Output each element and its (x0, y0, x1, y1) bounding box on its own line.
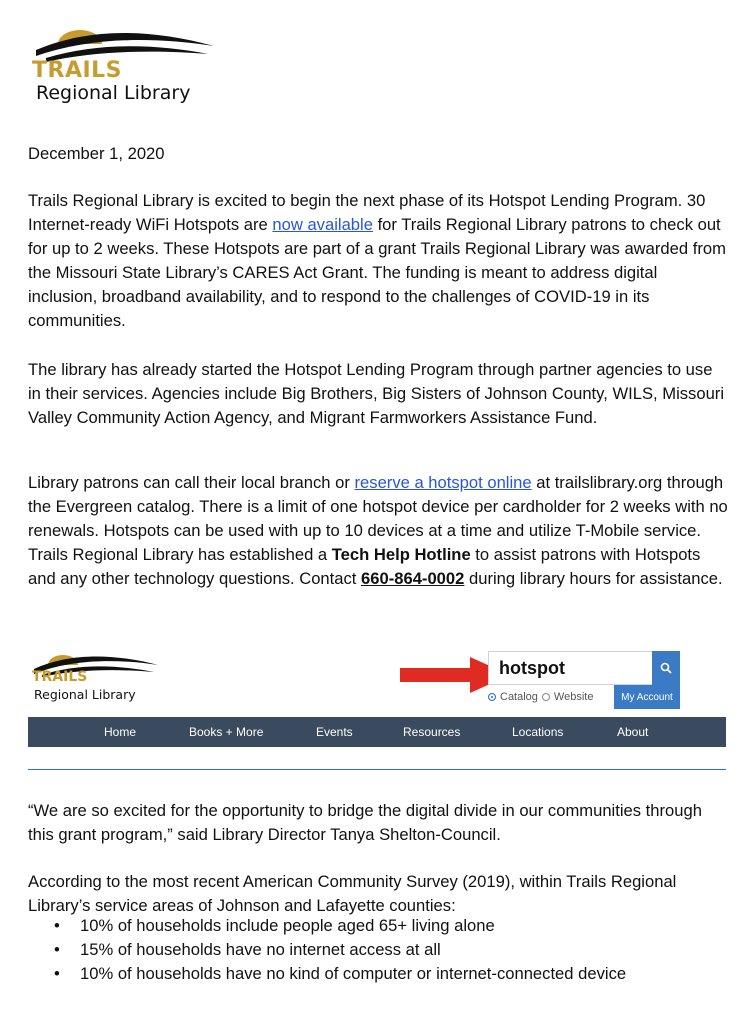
paragraph-patrons-text-a: Library patrons can call their local branch or (28, 473, 355, 492)
now-available-link[interactable]: now available (272, 215, 373, 234)
main-nav (28, 717, 726, 747)
catalog-radio[interactable] (488, 693, 496, 701)
website-screenshot (28, 645, 726, 773)
article-date: December 1, 2020 (28, 144, 165, 163)
nav-home[interactable]: Home (104, 725, 137, 739)
search-scope-radios (488, 691, 593, 703)
paragraph-partners: The library has already started the Hotspot Lending Program through partner agencies to use in their services. Agencies include Big Brothers, Big Sisters of Johnson County, WILS, Missouri Valley Community Action Agency, and Migrant Farmworkers Assistance Fund. (28, 360, 725, 427)
director-quote: “We are so excited for the opportunity to bridge the digital divide in our communities through this grant program,” said Library Director Tanya Shelton-Council. (28, 801, 702, 844)
nav-resources[interactable]: Resources (403, 725, 461, 739)
paragraph-patrons-text-c: to assist patrons with Hotspots and any other technology questions. Contact (28, 545, 701, 588)
library-logo (28, 22, 228, 112)
list-item: • 10% of households have no kind of computer or internet-connected device (28, 962, 728, 986)
survey-intro: According to the most recent American Community Survey (2019), within Trails Regional Library’s service areas of Johnson and Lafayette counties: (28, 872, 677, 915)
phone-number: 660-864-0002 (361, 569, 465, 588)
paragraph-patrons-text-b: at trailslibrary.org through the Evergreen catalog. There is a limit of one hotspot device per cardholder for 2 weeks with no renewals. Hotspots can be used with up to 10 devices at a time and utilize T-Mobile service. Trails Regional Library has established a (28, 473, 728, 564)
catalog-radio-label: Catalog (500, 691, 538, 703)
paragraph-intro-text-b: for Trails Regional Library patrons to check out for up to 2 weeks. These Hotspots are part of a grant Trails Regional Library was awarded from the Missouri State Library’s CARES Act Grant. The funding is meant to address digital inclusion, broadband availability, and to respond to the challenges of COVID-19 in its communities. (28, 215, 726, 330)
nav-locations[interactable]: Locations (512, 725, 564, 739)
screenshot-divider (28, 769, 726, 770)
search-input[interactable] (488, 651, 653, 685)
my-account-button[interactable]: My Account (614, 685, 680, 709)
reserve-hotspot-link[interactable]: reserve a hotspot online (354, 473, 532, 492)
paragraph-intro-text-a: Trails Regional Library is excited to begin the next phase of its Hotspot Lending Program. 30 Internet-ready WiFi Hotspots are (28, 191, 706, 234)
survey-stats-list (28, 914, 728, 986)
website-radio[interactable] (542, 693, 550, 701)
search-input-value: hotspot (499, 658, 565, 678)
nav-about[interactable]: About (617, 725, 649, 739)
screenshot-logo (28, 647, 168, 707)
logo-trails-text: TRAILS (32, 58, 123, 83)
list-item: • 15% of households have no internet access at all (28, 938, 728, 962)
screenshot-logo-trails: TRAILS (32, 669, 88, 685)
paragraph-patrons (28, 471, 728, 591)
paragraph-patrons-text-d: during library hours for assistance. (464, 569, 723, 588)
paragraph-intro (28, 189, 728, 333)
screenshot-logo-regional: Regional Library (34, 687, 136, 702)
nav-events[interactable]: Events (316, 725, 353, 739)
search-button[interactable] (652, 651, 680, 685)
logo-sun-swoosh-icon (28, 22, 228, 62)
tech-help-hotline-text: Tech Help Hotline (331, 545, 471, 564)
list-item: • 10% of households include people aged 65+ living alone (28, 914, 728, 938)
search-icon (660, 662, 672, 674)
logo-regional-library-text: Regional Library (36, 82, 191, 104)
nav-books-more[interactable]: Books + More (189, 725, 264, 739)
website-radio-label: Website (553, 691, 594, 703)
